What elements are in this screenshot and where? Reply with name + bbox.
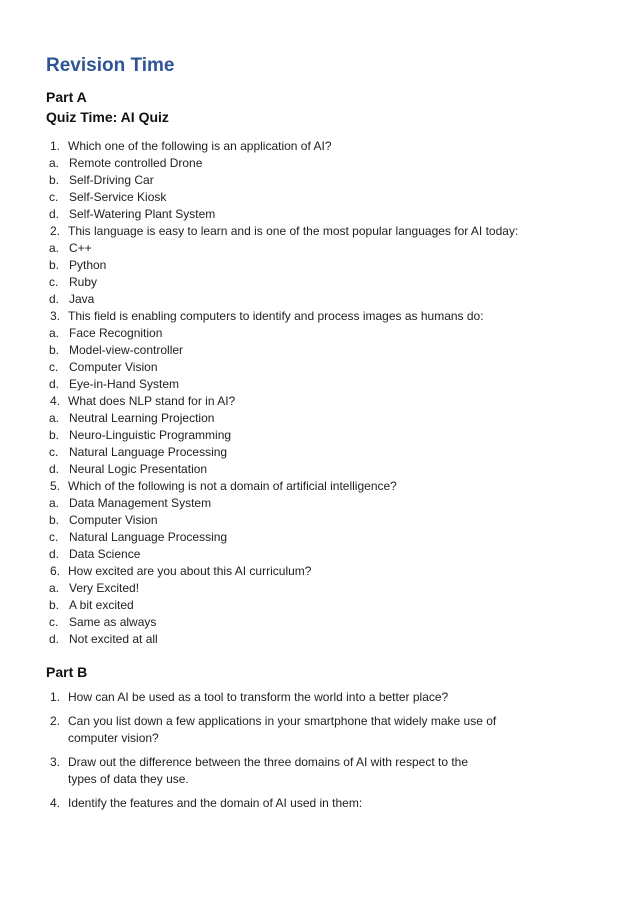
option-item bbox=[46, 206, 598, 223]
option-letter: c. bbox=[49, 360, 59, 374]
option-list bbox=[46, 580, 598, 648]
option-list bbox=[46, 325, 598, 393]
option-letter: a. bbox=[49, 326, 60, 340]
option-letter: b. bbox=[49, 598, 60, 612]
option-item bbox=[46, 291, 598, 308]
option-item bbox=[46, 189, 598, 206]
question-text: What does NLP stand for in AI? bbox=[68, 394, 236, 408]
option-item bbox=[46, 546, 598, 563]
option-letter: a. bbox=[49, 241, 60, 255]
option-item bbox=[46, 512, 598, 529]
option-text: Ruby bbox=[69, 275, 98, 289]
part-b-heading: Part B bbox=[46, 664, 88, 680]
option-text: Same as always bbox=[69, 615, 157, 629]
question-text: Draw out the difference between the three domains of AI with respect to the types of data they use. bbox=[68, 755, 469, 786]
option-item bbox=[46, 631, 598, 648]
option-item bbox=[46, 240, 598, 257]
quiz-question bbox=[46, 138, 598, 223]
option-item bbox=[46, 172, 598, 189]
option-letter: d. bbox=[49, 632, 60, 646]
option-letter: b. bbox=[49, 343, 60, 357]
quiz-question bbox=[46, 393, 598, 478]
option-list bbox=[46, 155, 598, 223]
option-letter: a. bbox=[49, 411, 60, 425]
option-item bbox=[46, 410, 598, 427]
question-text: This field is enabling computers to identify and process images as humans do: bbox=[68, 309, 484, 323]
option-text: Not excited at all bbox=[69, 632, 158, 646]
option-text: Model-view-controller bbox=[69, 343, 184, 357]
option-letter: b. bbox=[49, 513, 60, 527]
option-text: Neuro-Linguistic Programming bbox=[69, 428, 232, 442]
part-b-question bbox=[46, 713, 498, 747]
option-item bbox=[46, 155, 598, 172]
option-text: Remote controlled Drone bbox=[69, 156, 203, 170]
question-number: 3. bbox=[50, 755, 61, 769]
option-letter: a. bbox=[49, 581, 60, 595]
quiz-question bbox=[46, 478, 598, 563]
option-text: Python bbox=[69, 258, 107, 272]
option-text: Face Recognition bbox=[69, 326, 163, 340]
option-letter: c. bbox=[49, 275, 59, 289]
option-letter: c. bbox=[49, 615, 59, 629]
quiz-question bbox=[46, 308, 598, 393]
option-item bbox=[46, 597, 598, 614]
option-text: Natural Language Processing bbox=[69, 445, 228, 459]
question-text: How excited are you about this AI curriculum? bbox=[68, 564, 312, 578]
part-b-question-list bbox=[46, 689, 598, 812]
question-number: 4. bbox=[50, 796, 61, 810]
option-list bbox=[46, 410, 598, 478]
option-text: Computer Vision bbox=[69, 360, 158, 374]
option-letter: d. bbox=[49, 462, 60, 476]
option-text: Self-Service Kiosk bbox=[69, 190, 167, 204]
question-number: 1. bbox=[50, 139, 61, 153]
part-b-section bbox=[46, 662, 598, 812]
quiz-question bbox=[46, 563, 598, 648]
quiz-heading: Quiz Time: AI Quiz bbox=[46, 109, 169, 125]
part-b-question bbox=[46, 689, 498, 706]
option-item bbox=[46, 444, 598, 461]
option-text: Eye-in-Hand System bbox=[69, 377, 180, 391]
option-text: Computer Vision bbox=[69, 513, 158, 527]
part-a-section bbox=[46, 87, 598, 648]
option-item bbox=[46, 580, 598, 597]
option-item bbox=[46, 342, 598, 359]
option-text: Data Management System bbox=[69, 496, 212, 510]
option-item bbox=[46, 325, 598, 342]
question-number: 5. bbox=[50, 479, 61, 493]
option-text: A bit excited bbox=[69, 598, 134, 612]
option-item bbox=[46, 529, 598, 546]
page-title: Revision Time bbox=[46, 55, 175, 76]
question-text: Can you list down a few applications in your smartphone that widely make use of computer vision? bbox=[68, 714, 497, 745]
option-letter: d. bbox=[49, 377, 60, 391]
option-letter: b. bbox=[49, 173, 60, 187]
question-number: 4. bbox=[50, 394, 61, 408]
option-text: Natural Language Processing bbox=[69, 530, 228, 544]
part-b-question bbox=[46, 754, 498, 788]
question-number: 2. bbox=[50, 224, 61, 238]
option-letter: c. bbox=[49, 445, 59, 459]
quiz-question-list bbox=[46, 138, 598, 648]
option-letter: c. bbox=[49, 530, 59, 544]
question-number: 3. bbox=[50, 309, 61, 323]
option-text: Java bbox=[69, 292, 95, 306]
option-text: Self-Driving Car bbox=[69, 173, 154, 187]
option-letter: d. bbox=[49, 547, 60, 561]
option-item bbox=[46, 274, 598, 291]
part-b-question bbox=[46, 795, 498, 812]
option-letter: d. bbox=[49, 292, 60, 306]
question-number: 2. bbox=[50, 714, 61, 728]
option-text: Data Science bbox=[69, 547, 141, 561]
option-letter: d. bbox=[49, 207, 60, 221]
option-letter: c. bbox=[49, 190, 59, 204]
option-item bbox=[46, 495, 598, 512]
option-letter: b. bbox=[49, 258, 60, 272]
question-text: Which one of the following is an application of AI? bbox=[68, 139, 332, 153]
option-letter: a. bbox=[49, 496, 60, 510]
option-list bbox=[46, 495, 598, 563]
option-item bbox=[46, 376, 598, 393]
option-item bbox=[46, 427, 598, 444]
question-number: 1. bbox=[50, 690, 61, 704]
option-text: Neutral Learning Projection bbox=[69, 411, 215, 425]
option-item bbox=[46, 359, 598, 376]
question-number: 6. bbox=[50, 564, 61, 578]
option-text: Very Excited! bbox=[69, 581, 140, 595]
question-text: Identify the features and the domain of AI used in them: bbox=[68, 796, 363, 810]
option-item bbox=[46, 257, 598, 274]
part-a-heading: Part A bbox=[46, 89, 87, 105]
option-item bbox=[46, 461, 598, 478]
option-letter: b. bbox=[49, 428, 60, 442]
question-text: This language is easy to learn and is one of the most popular languages for AI today: bbox=[68, 224, 519, 238]
option-text: Self-Watering Plant System bbox=[69, 207, 216, 221]
quiz-question bbox=[46, 223, 598, 308]
option-list bbox=[46, 240, 598, 308]
option-item bbox=[46, 614, 598, 631]
question-text: Which of the following is not a domain of artificial intelligence? bbox=[68, 479, 397, 493]
option-text: C++ bbox=[69, 241, 92, 255]
option-text: Neural Logic Presentation bbox=[69, 462, 208, 476]
question-text: How can AI be used as a tool to transform the world into a better place? bbox=[68, 690, 449, 704]
option-letter: a. bbox=[49, 156, 60, 170]
